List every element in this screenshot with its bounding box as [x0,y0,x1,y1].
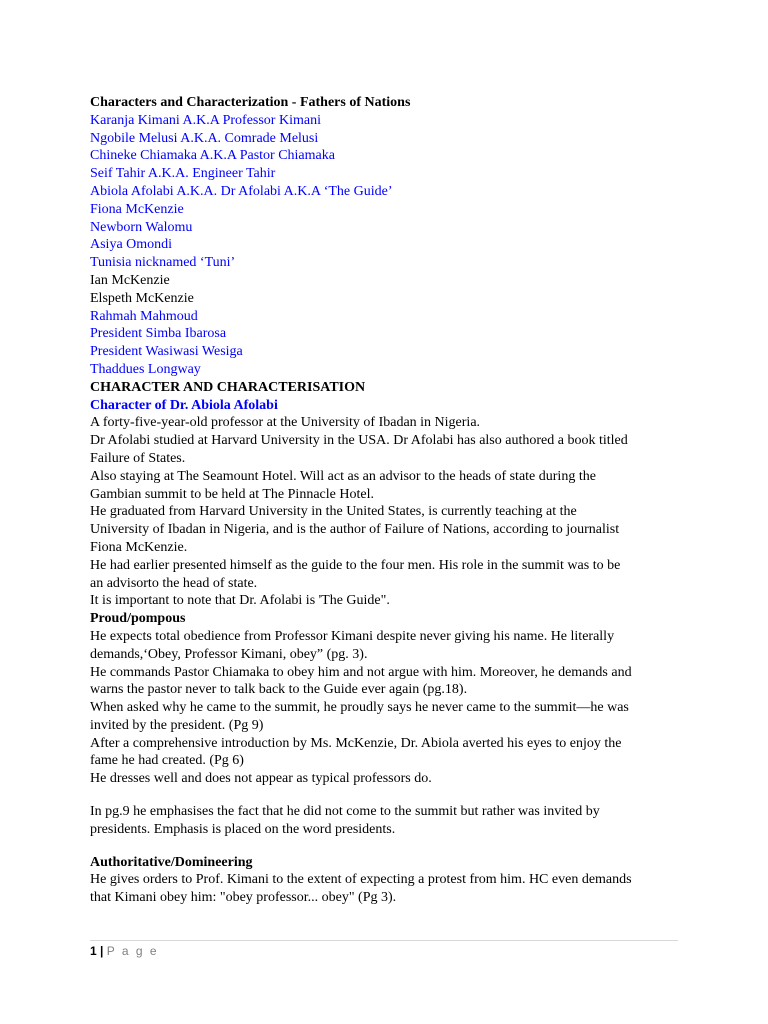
character-item: Chineke Chiamaka A.K.A Pastor Chiamaka [90,148,335,164]
text-line: that Kimani obey him: "obey professor... obey" (Pg 3). [90,890,397,906]
text-line: invited by the president. (Pg 9) [90,717,264,733]
trait-paragraph [90,664,690,700]
trait-heading-authoritative: Authoritative/Domineering [90,854,253,870]
section-heading: CHARACTER AND CHARACTERISATION [90,379,366,395]
character-item: Karanja Kimani A.K.A Professor Kimani [90,112,321,128]
intro-paragraph [90,432,690,468]
character-item: Elspeth McKenzie [90,290,194,306]
text-line: presidents. Emphasis is placed on the word presidents. [90,821,396,837]
intro-paragraph [90,592,690,610]
text-line: When asked why he came to the summit, he proudly says he never came to the summit—he was [90,700,629,716]
intro-paragraph [90,503,690,556]
intro-paragraph [90,414,690,432]
text-line: demands,‘Obey, Professor Kimani, obey” (pg. 3). [90,646,368,662]
text-line: fame he had created. (Pg 6) [90,753,244,769]
trait-paragraph [90,770,690,788]
text-line: Gambian summit to be held at The Pinnacle Hotel. [90,486,374,502]
character-item: Ngobile Melusi A.K.A. Comrade Melusi [90,130,319,146]
character-list [90,112,690,379]
text-line: Fiona McKenzie. [90,539,188,555]
page-number: 1 [90,944,97,958]
character-item: Asiya Omondi [90,237,173,253]
text-line: warns the pastor never to talk back to the Guide ever again (pg.18). [90,682,468,698]
emphasis-paragraph [90,803,690,839]
trait-paragraph [90,699,690,735]
text-line: In pg.9 he emphasises the fact that he did not come to the summit but rather was invited by [90,804,600,820]
document-title: Characters and Characterization - Fathers of Nations [90,95,411,110]
footer-divider [90,940,678,941]
text-line: Also staying at The Seamount Hotel. Will act as an advisor to the heads of state during the [90,468,596,484]
text-line: University of Ibadan in Nigeria, and is the author of Failure of Nations, according to journalist [90,522,620,538]
trait-paragraph [90,735,690,771]
character-item: Fiona McKenzie [90,201,184,217]
trait-heading-proud: Proud/pompous [90,611,186,627]
text-line: He dresses well and does not appear as typical professors do. [90,771,432,787]
text-line: Dr Afolabi studied at Harvard University in the USA. Dr Afolabi has also authored a book titled [90,433,628,449]
trait-paragraph [90,871,690,907]
character-item: President Simba Ibarosa [90,326,227,342]
trait-paragraph [90,628,690,664]
text-line: He gives orders to Prof. Kimani to the extent of expecting a protest from him. HC even demands [90,872,632,888]
text-line: It is important to note that Dr. Afolabi is 'The Guide". [90,593,390,609]
text-line: Failure of States. [90,450,186,466]
character-item: Ian McKenzie [90,272,170,288]
character-item: Abiola Afolabi A.K.A. Dr Afolabi A.K.A ‘The Guide’ [90,183,393,199]
character-subheading: Character of Dr. Abiola Afolabi [90,397,278,413]
text-line: He commands Pastor Chiamaka to obey him and not argue with him. Moreover, he demands and [90,664,632,680]
text-line: an advisorto the head of state. [90,575,258,591]
page-label: P a g e [106,944,159,958]
text-line: After a comprehensive introduction by Ms. McKenzie, Dr. Abiola averted his eyes to enjoy the [90,735,622,751]
character-item: President Wasiwasi Wesiga [90,344,243,360]
character-item: Tunisia nicknamed ‘Tuni’ [90,255,236,271]
page-footer [90,944,159,959]
character-item: Rahmah Mahmoud [90,308,198,324]
character-item: Thaddues Longway [90,361,201,377]
intro-paragraph [90,468,690,504]
text-line: He expects total obedience from Professor Kimani despite never giving his name. He literally [90,628,615,644]
footer-separator: | [100,944,104,958]
text-line: He graduated from Harvard University in the United States, is currently teaching at the [90,504,577,520]
intro-paragraph [90,557,690,593]
text-line: He had earlier presented himself as the guide to the four men. His role in the summit was to be [90,557,621,573]
text-line: A forty-five-year-old professor at the University of Ibadan in Nigeria. [90,415,481,431]
document-body [90,94,690,907]
character-item: Seif Tahir A.K.A. Engineer Tahir [90,166,276,182]
character-item: Newborn Walomu [90,219,193,235]
